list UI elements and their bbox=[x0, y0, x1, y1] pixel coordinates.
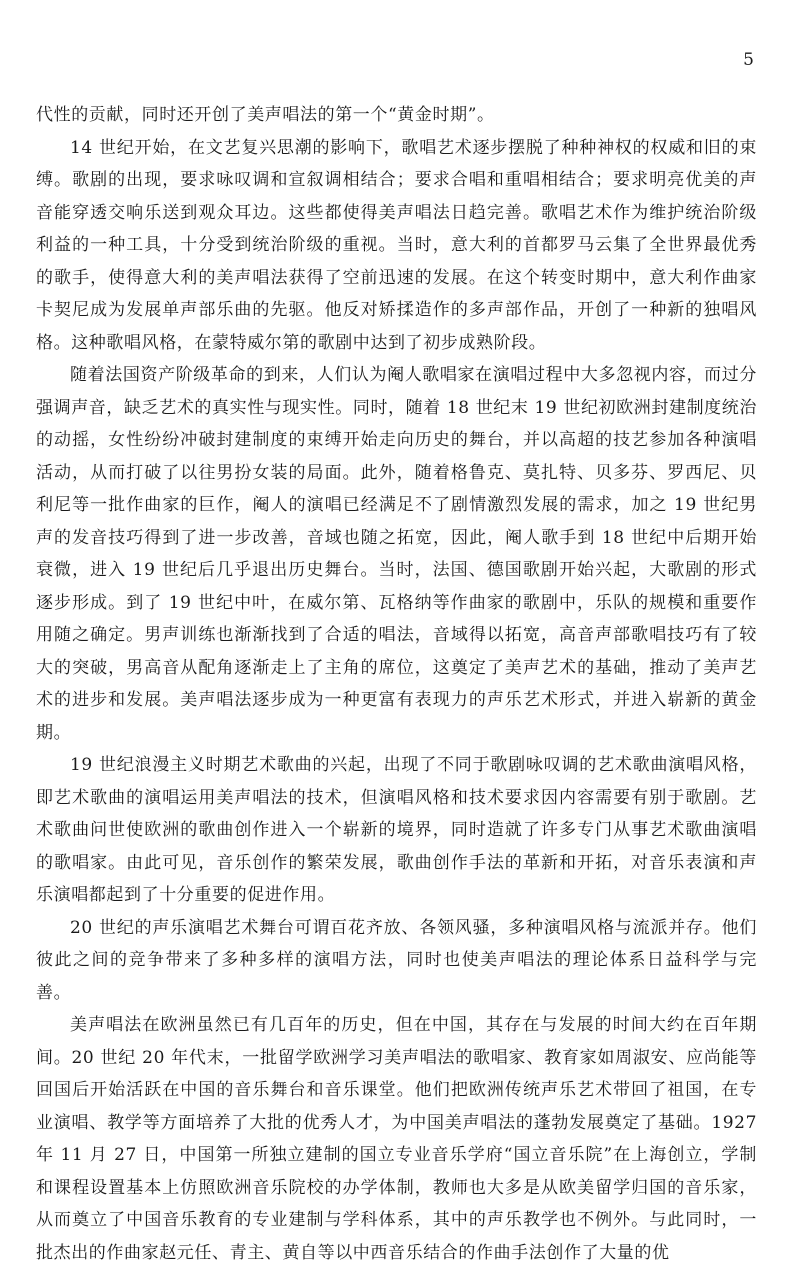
paragraph-14th-century: 14 世纪开始，在文艺复兴思潮的影响下，歌唱艺术逐步摆脱了种种神权的权威和旧的束缚。歌剧的出现，要求咏叹调和宣叙调相结合；要求合唱和重唱相结合；要求明亮优美的声音能穿透交响乐送到观众耳边。这些都使得美声唱法日趋完善。歌唱艺术作为维护统治阶级利益的一种工具，十分受到统治阶级的重视。当时，意大利的首都罗马云集了全世界最优秀的歌手，使得意大利的美声唱法获得了空前迅速的发展。在这个转变时期中，意大利作曲家卡契尼成为发展单声部乐曲的先驱。他反对矫揉造作的多声部作品，开创了一种新的独唱风格。这种歌唱风格，在蒙特威尔第的歌剧中达到了初步成熟阶段。 bbox=[36, 137, 757, 353]
body-text bbox=[36, 99, 757, 1269]
paragraph-20th-century: 20 世纪的声乐演唱艺术舞台可谓百花齐放、各领风骚，多种演唱风格与流派并存。他们彼此之间的竞争带来了多种多样的演唱方法，同时也使美声唱法的理论体系日益科学与完善。 bbox=[36, 917, 757, 1003]
paragraph-continued: 代性的贡献，同时还开创了美声唱法的第一个“黄金时期”。 bbox=[36, 105, 495, 125]
paragraph-french-revolution: 随着法国资产阶级革命的到来，人们认为阉人歌唱家在演唱过程中大多忽视内容，而过分强调声音，缺乏艺术的真实性与现实性。同时，随着 18 世纪末 19 世纪初欧洲封建制度统治的动摇，女性纷纷冲破封建制度的束缚开始走向历史的舞台，并以高超的技艺参加各种演唱活动，从而打破了以往男扮女装的局面。此外，随着格鲁克、莫扎特、贝多芬、罗西尼、贝利尼等一批作曲家的巨作，阉人的演唱已经满足不了剧情激烈发展的需求，加之 19 世纪男声的发音技巧得到了进一步改善，音域也随之拓宽，因此，阉人歌手到 18 世纪中后期开始衰微，进入 19 世纪后几乎退出历史舞台。当时，法国、德国歌剧开始兴起，大歌剧的形式逐步形成。到了 19 世纪中叶，在威尔第、瓦格纳等作曲家的歌剧中，乐队的规模和重要作用随之确定。男声训练也渐渐找到了合适的唱法，音域得以拓宽，高音声部歌唱技巧有了较大的突破，男高音从配角逐渐走上了主角的席位，这奠定了美声艺术的基础，推动了美声艺术的进步和发展。美声唱法逐步成为一种更富有表现力的声乐艺术形式，并进入崭新的黄金期。 bbox=[36, 365, 757, 743]
page-number: 5 bbox=[743, 50, 754, 70]
paragraph-china: 美声唱法在欧洲虽然已有几百年的历史，但在中国，其存在与发展的时间大约在百年期间。20 世纪 20 年代末，一批留学欧洲学习美声唱法的歌唱家、教育家如周淑安、应尚能等回国后开始活跃在中国的音乐舞台和音乐课堂。他们把欧洲传统声乐艺术带回了祖国，在专业演唱、教学等方面培养了大批的优秀人才，为中国美声唱法的蓬勃发展奠定了基础。1927 年 11 月 27 日，中国第一所独立建制的国立专业音乐学府“国立音乐院”在上海创立，学制和课程设置基本上仿照欧洲音乐院校的办学体制，教师也大多是从欧美留学归国的音乐家，从而奠立了中国音乐教育的专业建制与学科体系，其中的声乐教学也不例外。与此同时，一批杰出的作曲家赵元任、青主、黄自等以中西音乐结合的作曲手法创作了大量的优 bbox=[36, 1015, 757, 1263]
paragraph-art-song: 19 世纪浪漫主义时期艺术歌曲的兴起，出现了不同于歌剧咏叹调的艺术歌曲演唱风格，即艺术歌曲的演唱运用美声唱法的技术，但演唱风格和技术要求因内容需要有别于歌剧。艺术歌曲问世使欧洲的歌曲创作进入一个崭新的境界，同时造就了许多专门从事艺术歌曲演唱的歌唱家。由此可见，音乐创作的繁荣发展，歌曲创作手法的革新和开拓，对音乐表演和声乐演唱都起到了十分重要的促进作用。 bbox=[36, 755, 757, 905]
